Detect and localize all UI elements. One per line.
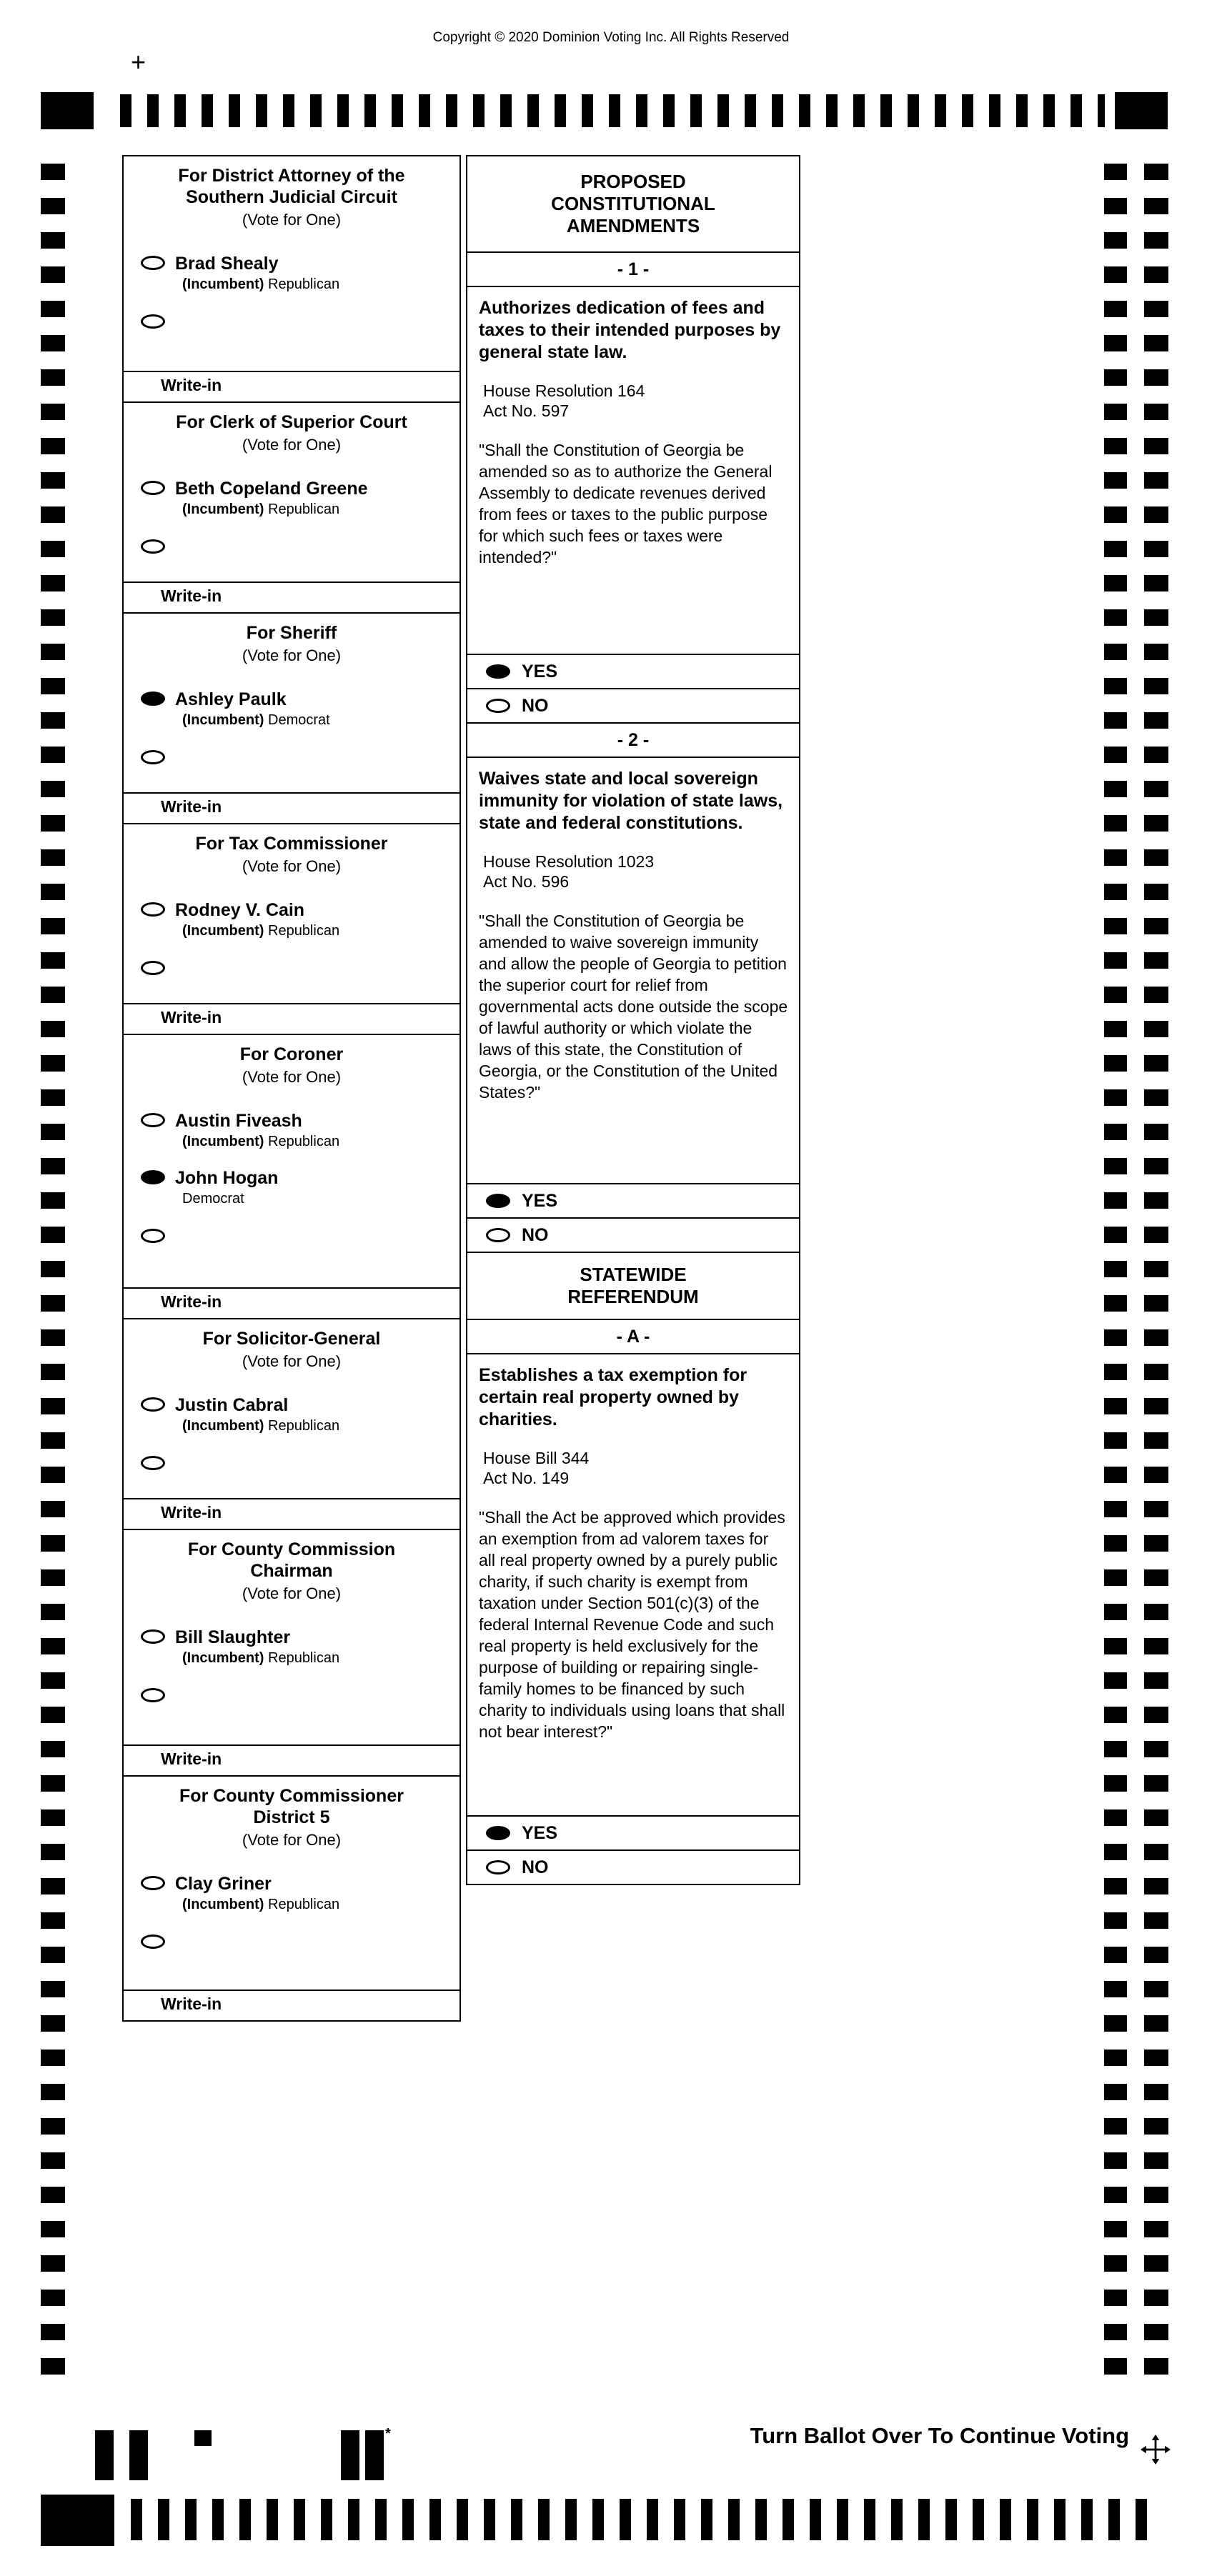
contest-title: For Coroner xyxy=(239,1044,344,1064)
write-in-oval[interactable] xyxy=(141,961,165,975)
write-in-row xyxy=(124,748,460,778)
timing-mark-row-bottom xyxy=(131,2499,1148,2540)
contest-district-attorney xyxy=(122,155,461,403)
write-in-label: Write-in xyxy=(161,1503,222,1522)
candidate-party: (Incumbent) Republican xyxy=(182,276,340,292)
yes-oval[interactable] xyxy=(486,664,510,679)
ballot-code-bar xyxy=(129,2430,148,2480)
write-in-oval[interactable] xyxy=(141,1935,165,1949)
contest-title: For District Attorney of the Southern Judicial Circuit xyxy=(178,166,405,207)
measure-question: "Shall the Constitution of Georgia be amended so as to authorize the General Assembly to dedicate revenues derived from fees or taxes to the public purpose for which such fees or taxes were intended?" xyxy=(479,441,773,566)
contest-title: For Tax Commissioner xyxy=(195,834,388,854)
candidate-name: Rodney V. Cain xyxy=(175,900,305,920)
vote-for-one-label: (Vote for One) xyxy=(242,211,342,229)
write-in-area xyxy=(124,1990,460,2020)
contest-sheriff xyxy=(122,612,461,824)
write-in-oval[interactable] xyxy=(141,1229,165,1243)
measure-options xyxy=(467,654,799,722)
write-in-oval[interactable] xyxy=(141,1688,165,1702)
timing-mark-column-right-outer xyxy=(1144,164,1168,2392)
vote-for-one-label: (Vote for One) xyxy=(242,1352,342,1370)
write-in-area xyxy=(124,1744,460,1775)
measure-reference: House Resolution 1023 Act No. 596 xyxy=(483,852,655,891)
candidate-oval[interactable] xyxy=(141,256,165,270)
option-yes xyxy=(467,1815,799,1849)
yes-label: YES xyxy=(522,1823,558,1843)
candidate-oval[interactable] xyxy=(141,1397,165,1412)
turn-ballot-over-instruction: Turn Ballot Over To Continue Voting xyxy=(750,2423,1129,2448)
candidate-name: Beth Copeland Greene xyxy=(175,479,368,499)
write-in-row xyxy=(124,537,460,567)
option-yes xyxy=(467,1183,799,1217)
statewide-referendum-header: STATEWIDE REFERENDUM xyxy=(466,1252,800,1320)
yes-label: YES xyxy=(522,1191,558,1211)
vote-for-one-label: (Vote for One) xyxy=(242,1584,342,1602)
candidate-oval[interactable] xyxy=(141,692,165,706)
candidate-row xyxy=(124,254,460,294)
no-label: NO xyxy=(522,696,549,716)
candidate-name: Austin Fiveash xyxy=(175,1111,302,1131)
four-way-arrow-icon xyxy=(1141,2435,1171,2468)
contest-county-commissioner-district-5 xyxy=(122,1775,461,2022)
candidate-party: (Incumbent) Republican xyxy=(182,1418,340,1434)
measure-summary: Authorizes dedication of fees and taxes to their intended purposes by general state law. xyxy=(479,298,781,362)
ballot-code-bar xyxy=(365,2430,384,2480)
candidate-party: (Incumbent) Republican xyxy=(182,923,340,939)
amendment-1 xyxy=(466,251,800,724)
timing-mark-column-right-inner xyxy=(1104,164,1127,2392)
write-in-row xyxy=(124,1454,460,1484)
yes-oval[interactable] xyxy=(486,1194,510,1208)
yes-label: YES xyxy=(522,662,558,682)
candidate-row xyxy=(124,689,460,729)
candidate-name: Justin Cabral xyxy=(175,1395,289,1415)
option-no xyxy=(467,688,799,722)
write-in-area xyxy=(124,371,460,401)
no-oval[interactable] xyxy=(486,1228,510,1242)
contest-title: For Solicitor-General xyxy=(202,1329,381,1349)
vote-for-one-label: (Vote for One) xyxy=(242,1831,342,1849)
write-in-label: Write-in xyxy=(161,1292,222,1311)
candidate-oval[interactable] xyxy=(141,1876,165,1890)
candidate-party: Democrat xyxy=(182,1191,244,1207)
measure-options xyxy=(467,1183,799,1252)
write-in-oval[interactable] xyxy=(141,314,165,329)
measure-number: - A - xyxy=(467,1320,799,1354)
measure-summary: Establishes a tax exemption for certain real property owned by charities. xyxy=(479,1365,747,1429)
candidate-row xyxy=(124,479,460,519)
registration-plus-mark: + xyxy=(131,47,146,76)
contest-clerk-superior-court xyxy=(122,401,461,614)
no-oval[interactable] xyxy=(486,1860,510,1874)
candidate-row xyxy=(124,900,460,940)
candidate-oval[interactable] xyxy=(141,1113,165,1127)
candidate-name: Clay Griner xyxy=(175,1874,272,1894)
candidate-party: (Incumbent) Republican xyxy=(182,501,340,517)
candidate-name: Brad Shealy xyxy=(175,254,279,274)
no-label: NO xyxy=(522,1857,549,1877)
vote-for-one-label: (Vote for One) xyxy=(242,647,342,664)
option-no xyxy=(467,1849,799,1884)
measures-column xyxy=(466,155,800,1885)
write-in-label: Write-in xyxy=(161,376,222,394)
candidate-party: (Incumbent) Democrat xyxy=(182,712,330,728)
measure-question: "Shall the Constitution of Georgia be amended to waive sovereign immunity and allow the people of Georgia to petition the superior court for relief from governmental acts done outside the scope of lawful authority or which violate the laws of this state, the Constitution of Georgia, or the Constitution of the United States?" xyxy=(479,912,788,1102)
write-in-label: Write-in xyxy=(161,797,222,816)
write-in-row xyxy=(124,1227,460,1257)
timing-mark-corner-top-left xyxy=(41,92,94,129)
measure-number: - 1 - xyxy=(467,253,799,287)
proposed-amendments-header: PROPOSED CONSTITUTIONAL AMENDMENTS xyxy=(466,155,800,253)
write-in-label: Write-in xyxy=(161,1749,222,1768)
write-in-oval[interactable] xyxy=(141,1456,165,1470)
timing-mark-column-left xyxy=(41,164,65,2392)
no-oval[interactable] xyxy=(486,699,510,713)
contest-solicitor-general xyxy=(122,1318,461,1530)
referendum-a xyxy=(466,1319,800,1885)
write-in-row xyxy=(124,959,460,989)
candidate-party: (Incumbent) Republican xyxy=(182,1134,340,1149)
write-in-row xyxy=(124,1686,460,1716)
write-in-area xyxy=(124,1498,460,1529)
write-in-label: Write-in xyxy=(161,1008,222,1027)
contest-coroner xyxy=(122,1034,461,1319)
write-in-area xyxy=(124,1287,460,1318)
write-in-area xyxy=(124,792,460,823)
ballot-code-bar xyxy=(341,2430,359,2480)
candidate-oval[interactable] xyxy=(141,1170,165,1184)
write-in-label: Write-in xyxy=(161,1995,222,2013)
candidate-name: Ashley Paulk xyxy=(175,689,287,709)
ballot-code-asterisk: * xyxy=(385,2426,391,2442)
contest-tax-commissioner xyxy=(122,823,461,1035)
candidate-row xyxy=(124,1395,460,1435)
vote-for-one-label: (Vote for One) xyxy=(242,857,342,875)
copyright-line: Copyright © 2020 Dominion Voting Inc. All Rights Reserved xyxy=(432,30,790,45)
candidate-name: Bill Slaughter xyxy=(175,1627,291,1647)
write-in-row xyxy=(124,1932,460,1962)
write-in-oval[interactable] xyxy=(141,750,165,764)
measure-options xyxy=(467,1815,799,1884)
measure-reference: House Bill 344 Act No. 149 xyxy=(483,1449,590,1487)
contest-title: For County Commission Chairman xyxy=(187,1539,396,1581)
write-in-oval[interactable] xyxy=(141,539,165,554)
measure-number: - 2 - xyxy=(467,724,799,758)
candidate-party: (Incumbent) Republican xyxy=(182,1650,340,1666)
write-in-area xyxy=(124,581,460,612)
write-in-row xyxy=(124,312,460,342)
measure-summary: Waives state and local sovereign immunity for violation of state laws, state and federal constitutions. xyxy=(479,769,783,833)
yes-oval[interactable] xyxy=(486,1826,510,1840)
write-in-area xyxy=(124,1003,460,1034)
timing-mark-row-top xyxy=(120,94,1105,127)
timing-mark-corner-top-right xyxy=(1115,92,1168,129)
candidate-oval[interactable] xyxy=(141,1629,165,1644)
contests-column xyxy=(122,155,461,2022)
measure-question: "Shall the Act be approved which provides an exemption from ad valorem taxes for all real property owned by a purely public charity, if such charity is exempt from taxation under Section 501(c)(3) of the federal Internal Revenue Code and such real property is held exclusively for the purpose of building or repairing single-family homes to be financed by such charity to individuals using loans that shall not bear interest?" xyxy=(479,1508,785,1741)
candidate-row xyxy=(124,1168,460,1208)
timing-mark-corner-bottom-left xyxy=(41,2495,114,2546)
candidate-party: (Incumbent) Republican xyxy=(182,1897,340,1912)
contest-title: For Clerk of Superior Court xyxy=(176,412,407,432)
candidate-row xyxy=(124,1111,460,1151)
option-yes xyxy=(467,654,799,688)
measure-reference: House Resolution 164 Act No. 597 xyxy=(483,381,645,420)
candidate-oval[interactable] xyxy=(141,481,165,495)
contest-county-commission-chairman xyxy=(122,1529,461,1777)
candidate-row xyxy=(124,1874,460,1914)
no-label: NO xyxy=(522,1225,549,1245)
ballot-code-square xyxy=(194,2430,212,2446)
candidate-row xyxy=(124,1627,460,1667)
vote-for-one-label: (Vote for One) xyxy=(242,1068,342,1086)
vote-for-one-label: (Vote for One) xyxy=(242,436,342,454)
contest-title: For County Commissioner District 5 xyxy=(179,1786,404,1827)
amendment-2 xyxy=(466,722,800,1253)
contest-title: For Sheriff xyxy=(246,623,337,643)
candidate-oval[interactable] xyxy=(141,902,165,917)
ballot-code-bar xyxy=(95,2430,114,2480)
candidate-name: John Hogan xyxy=(175,1168,279,1188)
write-in-label: Write-in xyxy=(161,586,222,605)
option-no xyxy=(467,1217,799,1252)
